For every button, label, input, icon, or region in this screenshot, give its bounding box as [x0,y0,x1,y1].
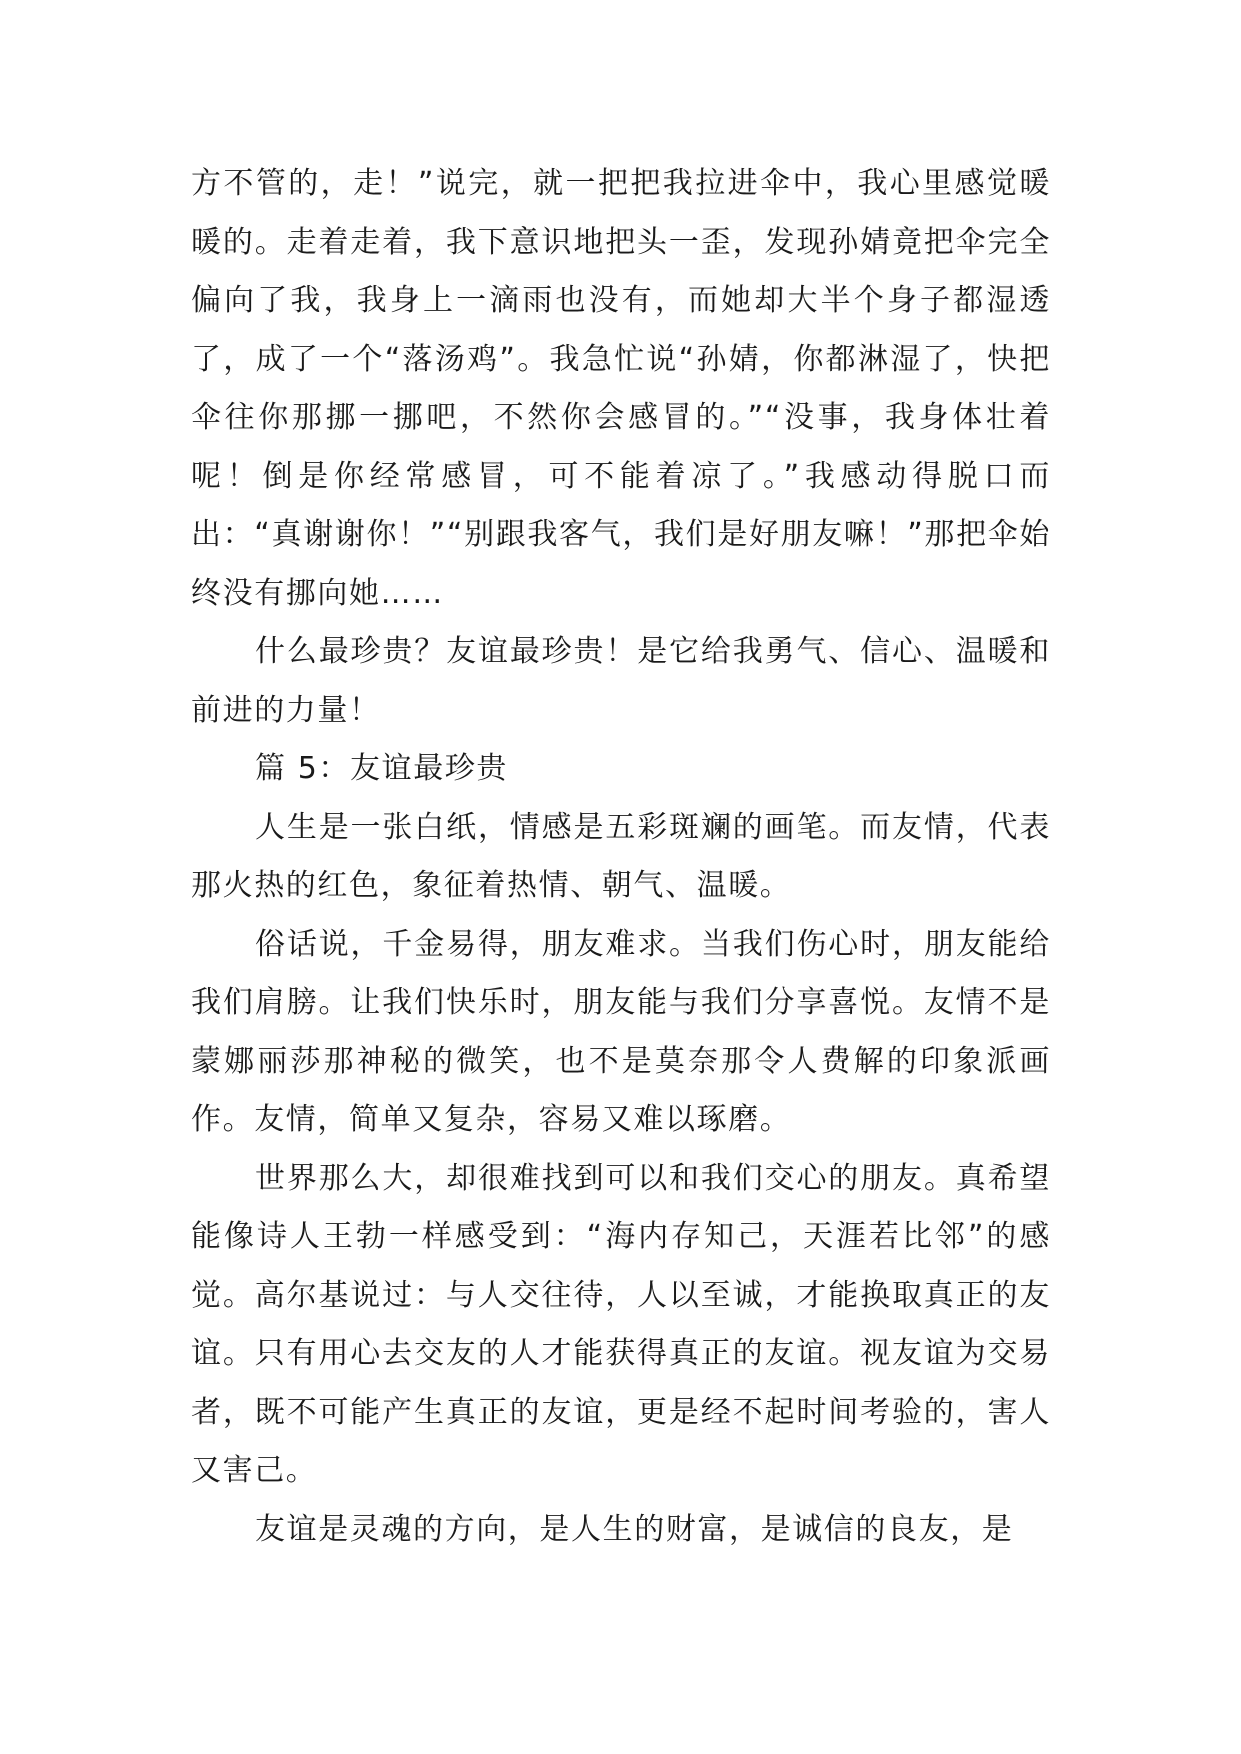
section-heading: 篇 5：友谊最珍贵 [255,751,509,786]
paragraph-continued: 方不管的，走！”说完，就一把把我拉进伞中，我心里感觉暖暖的。走着走着，我下意识地把头一歪，发现孙婧竟把伞完全偏向了我，我身上一滴雨也没有，而她却大半个身子都湿透了，成了一个“落汤鸡”。我急忙说“孙婧，你都淋湿了，快把伞往你那挪一挪吧，不然你会感冒的。”“没事，我身体壮着呢！倒是你经常感冒，可不能着凉了。”我感动得脱口而出：“真谢谢你！”“别跟我客气，我们是好朋友嘛！”那把伞始终没有挪向她…… [191,166,1051,611]
document-body [191,155,1051,1559]
paragraph: 友谊是灵魂的方向，是人生的财富，是诚信的良友，是 [255,1511,1014,1547]
paragraph-conclusion: 什么最珍贵？友谊最珍贵！是它给我勇气、信心、温暖和前进的力量！ [191,634,1051,728]
paragraph: 人生是一张白纸，情感是五彩斑斓的画笔。而友情，代表那火热的红色，象征着热情、朝气、温暖。 [191,809,1051,903]
paragraph: 世界那么大，却很难找到可以和我们交心的朋友。真希望能像诗人王勃一样感受到：“海内存知己，天涯若比邻”的感觉。高尔基说过：与人交往待，人以至诚，才能换取真正的友谊。只有用心去交友的人才能获得真正的友谊。视友谊为交易者，既不可能产生真正的友谊，更是经不起时间考验的，害人又害己。 [191,1160,1051,1488]
paragraph: 俗话说，千金易得，朋友难求。当我们伤心时，朋友能给我们肩膀。让我们快乐时，朋友能与我们分享喜悦。友情不是蒙娜丽莎那神秘的微笑，也不是莫奈那令人费解的印象派画作。友情，简单又复杂，容易又难以琢磨。 [191,926,1051,1137]
